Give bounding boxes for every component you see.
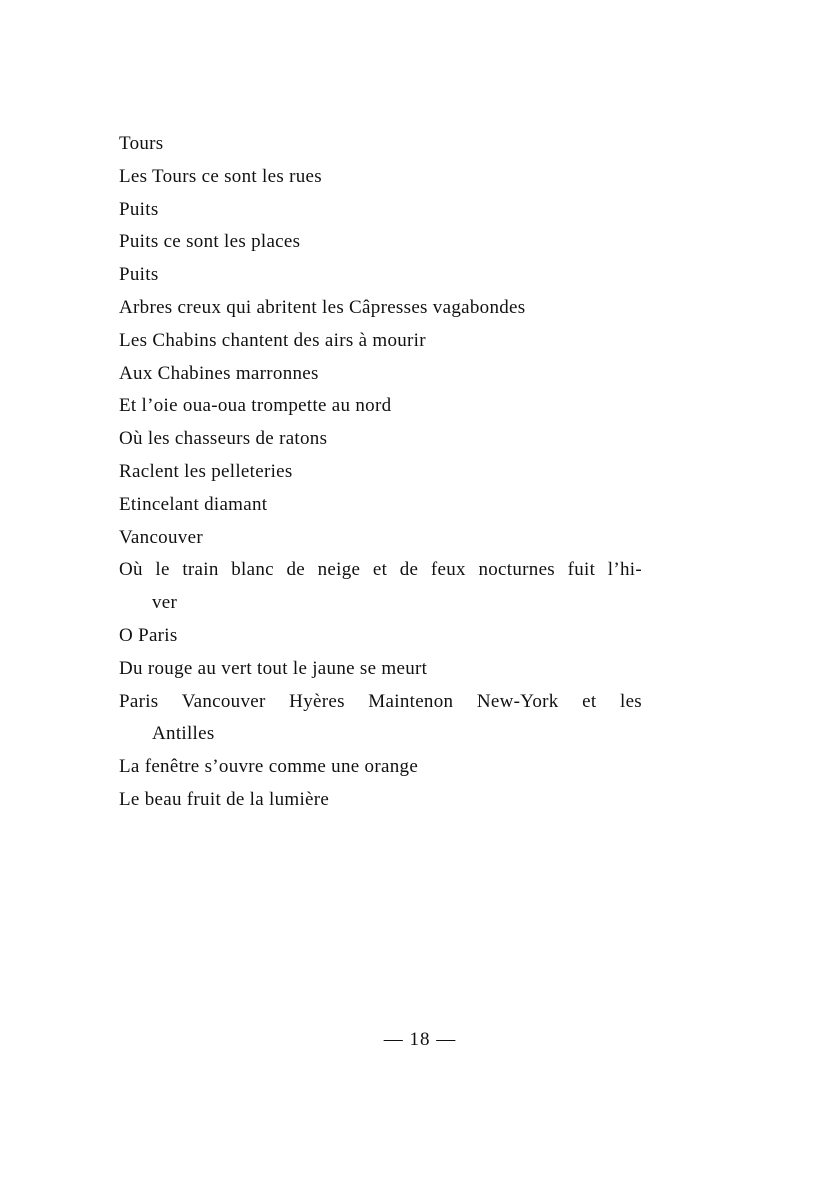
poem-line: Où le train blanc de neige et de feux nocturnes fuit l’hi- [119, 559, 642, 581]
poem-line: Vancouver [119, 526, 203, 548]
poem-line: Puits [119, 198, 159, 220]
poem-line-continuation: Antilles [152, 723, 215, 745]
poem-line: Les Chabins chantent des airs à mourir [119, 329, 426, 351]
poem-line: Où les chasseurs de ratons [119, 428, 328, 450]
poem-text [119, 128, 679, 817]
poem-line: Etincelant diamant [119, 493, 268, 515]
poem-line: Arbres creux qui abritent les Câpresses vagabondes [119, 296, 526, 318]
poem-line: O Paris [119, 624, 178, 646]
poem-line: Le beau fruit de la lumière [119, 788, 330, 810]
poem-line: Du rouge au vert tout le jaune se meurt [119, 657, 428, 679]
poem-line-continuation: ver [152, 592, 178, 614]
poem-line: Raclent les pelleteries [119, 460, 293, 482]
poem-line: Tours [119, 133, 164, 154]
poem-line: La fenêtre s’ouvre comme une orange [119, 756, 419, 778]
poem-line: Les Tours ce sont les rues [119, 165, 322, 187]
poem-line: Et l’oie oua-oua trompette au nord [119, 395, 392, 417]
poem-line: Paris Vancouver Hyères Maintenon New-York et les [119, 690, 642, 712]
poem-line: Puits ce sont les places [119, 231, 301, 253]
poem-line: Aux Chabines marronnes [119, 362, 319, 384]
page-number: — 18 — [383, 1029, 457, 1050]
poem-line: Puits [119, 264, 159, 286]
